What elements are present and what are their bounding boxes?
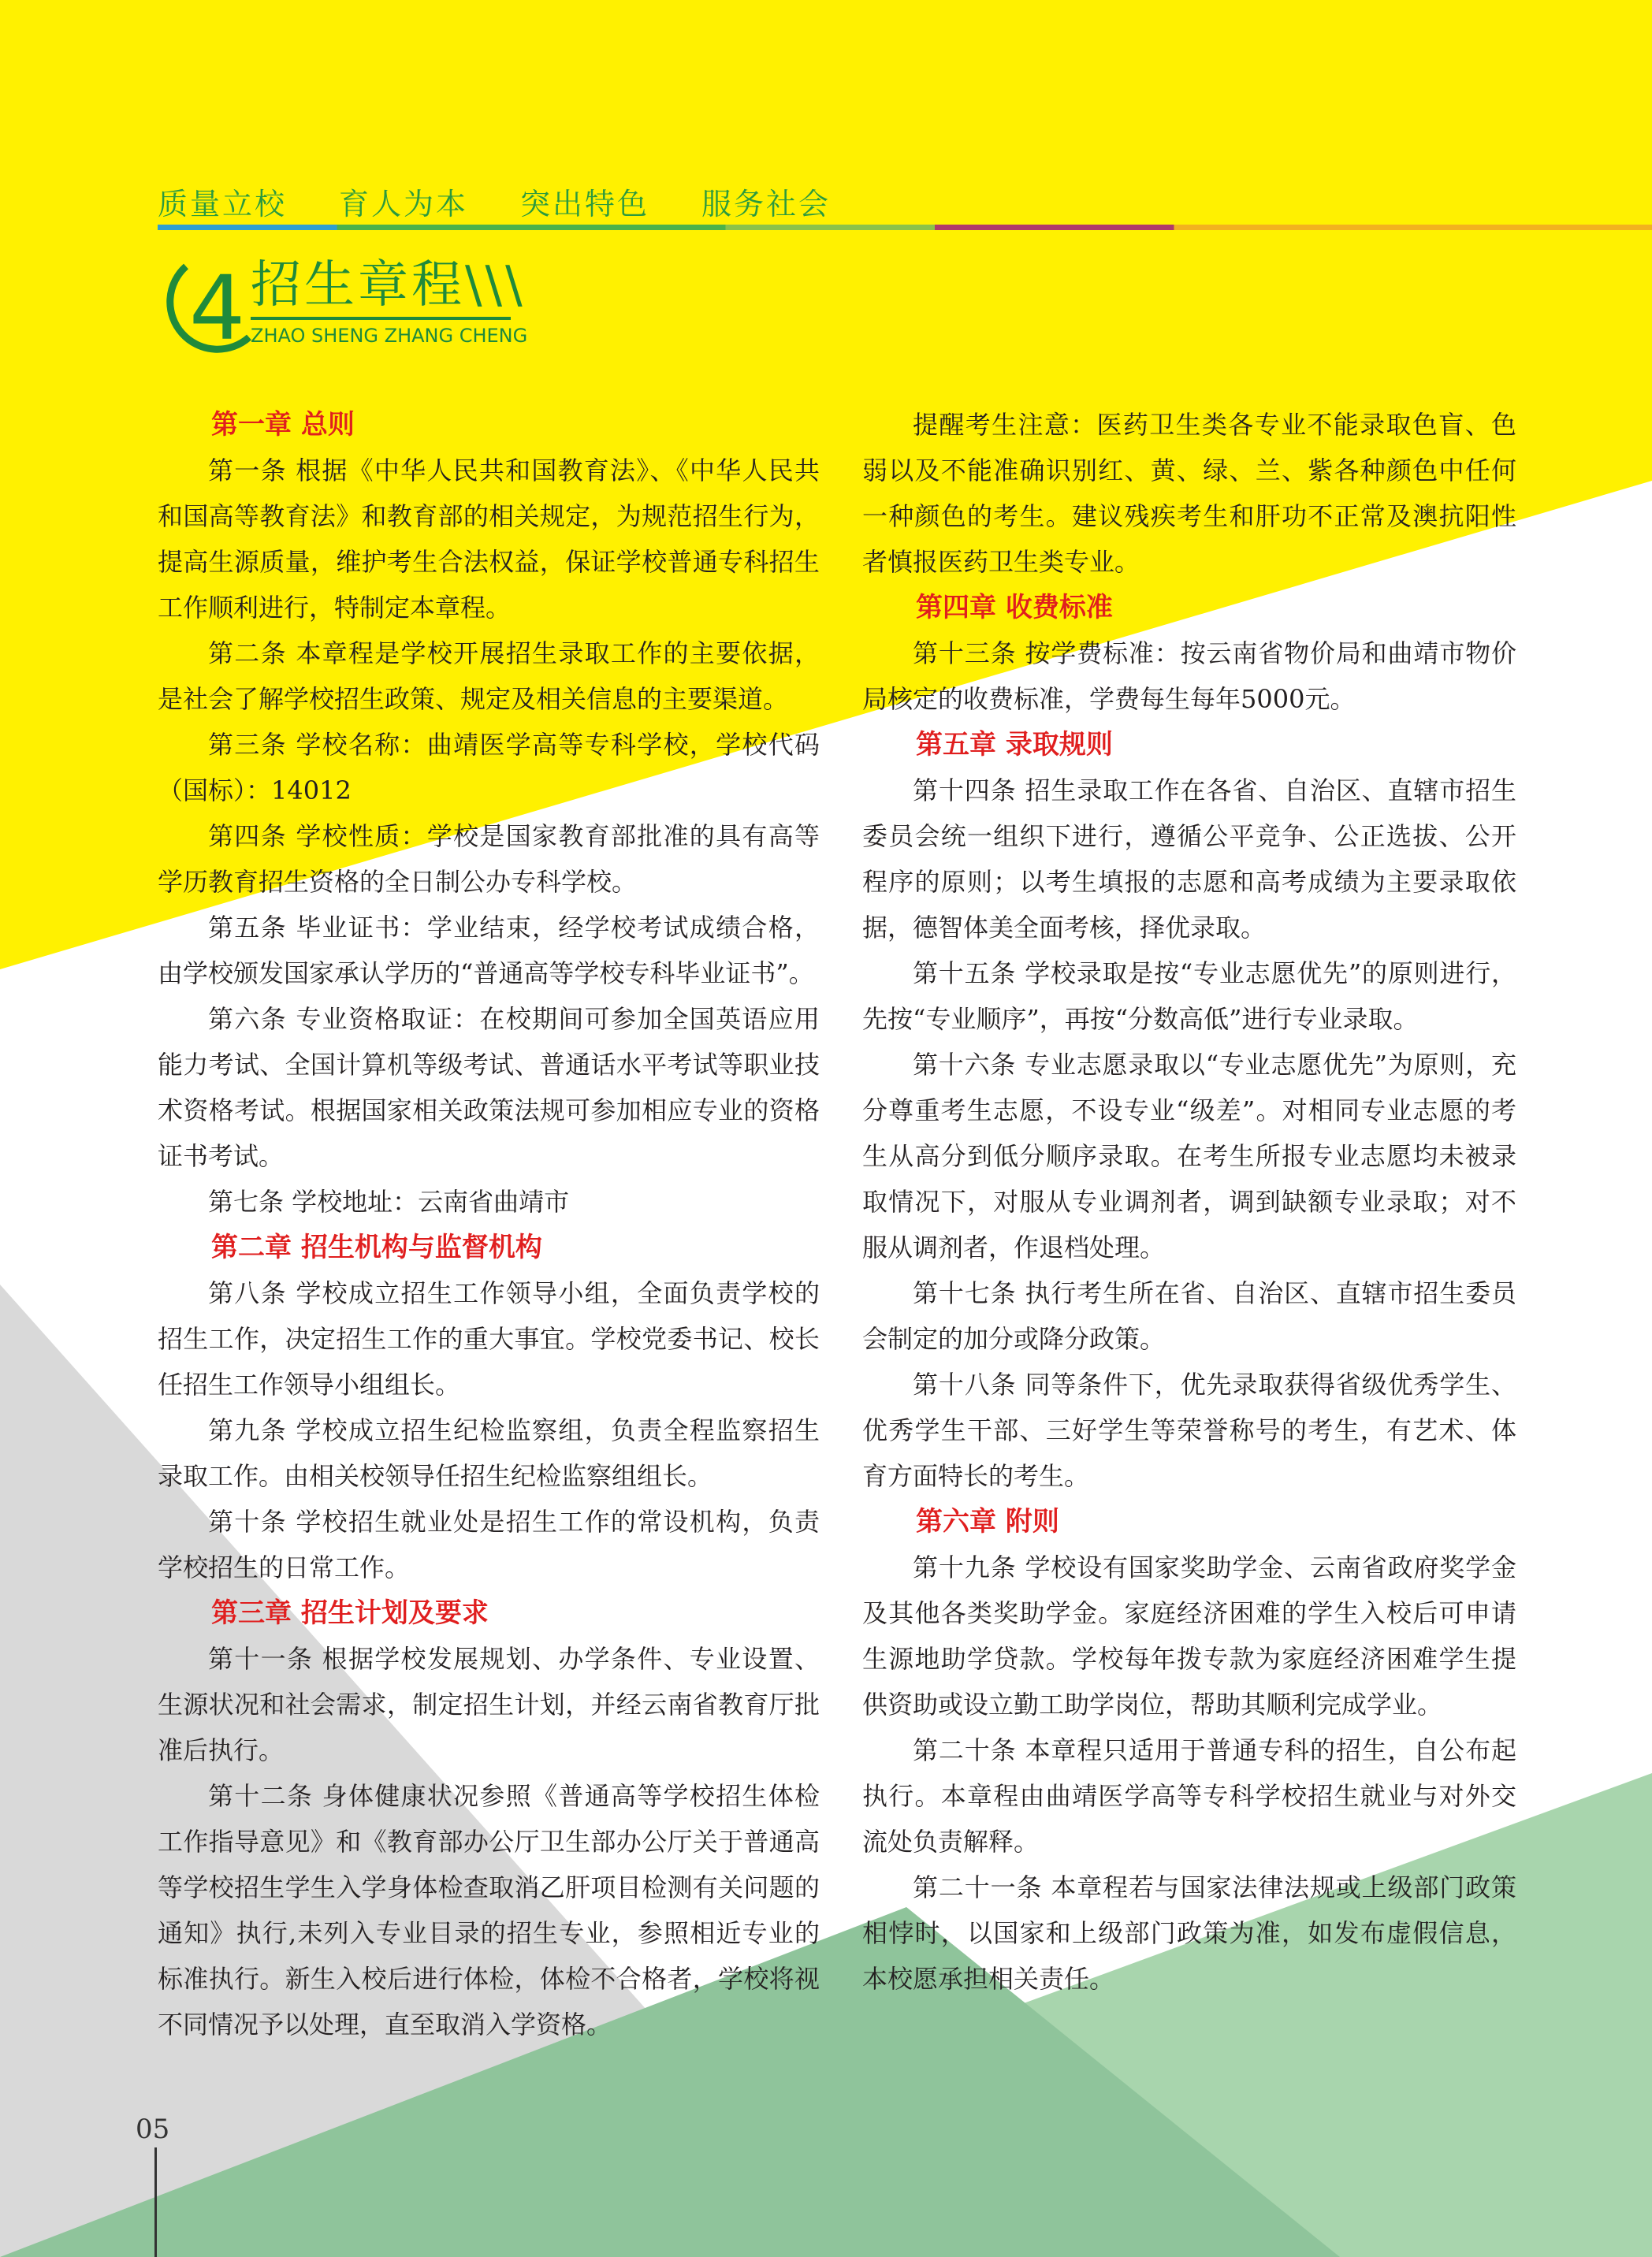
article-paragraph: 第二十一条 本章程若与国家法律法规或上级部门政策相悖时，以国家和上级部门政策为准，如发布虚假信息，本校愿承担相关责任。 xyxy=(862,1872,1516,1994)
article-paragraph: 第十五条 学校录取是按“专业志愿优先”的原则进行，先按“专业顺序”，再按“分数高低”进行专业录取。 xyxy=(862,958,1516,1034)
article-paragraph: 第四条 学校性质：学校是国家教育部批准的具有高等学历教育招生资格的全日制公办专科学校。 xyxy=(158,821,820,897)
article-paragraph: 第十二条 身体健康状况参照《普通高等学校招生体检工作指导意见》和《教育部办公厅卫生部办公厅关于普通高等学校招生学生入学身体检查取消乙肝项目检测有关问题的通知》执行,未列入专业目录的招生专业，参照相近专业的标准执行。新生入校后进行体检，体检不合格者，学校将视不同情况予以处理，直至取消入学资格。 xyxy=(158,1781,820,2039)
article-paragraph: 第十九条 学校设有国家奖助学金、云南省政府奖学金及其他各类奖助学金。家庭经济困难的学生入校后可申请生源地助学贷款。学校每年拨专款为家庭经济困难学生提供资助或设立勤工助学岗位，帮助其顺利完成学业。 xyxy=(862,1552,1516,1720)
article-paragraph: 第二条 本章程是学校开展招生录取工作的主要依据，是社会了解学校招生政策、规定及相关信息的主要渠道。 xyxy=(158,638,820,714)
motto-item: 突出特色 xyxy=(520,187,650,221)
motto-item: 服务社会 xyxy=(701,187,832,221)
right-column xyxy=(862,402,1516,2002)
article-paragraph: 第十一条 根据学校发展规划、办学条件、专业设置、生源状况和社会需求，制定招生计划，并经云南省教育厅批准后执行。 xyxy=(158,1644,820,1765)
title-underline xyxy=(251,317,511,320)
chapter-heading: 第三章 招生计划及要求 xyxy=(211,1597,489,1629)
notice-paragraph: 提醒考生注意：医药卫生类各专业不能录取色盲、色弱以及不能准确识别红、黄、绿、兰、紫各种颜色中任何一种颜色的考生。建议残疾考生和肝功不正常及澳抗阳性者慎报医药卫生类专业。 xyxy=(862,410,1516,577)
motto-item: 质量立校 xyxy=(158,187,288,221)
chapter-heading: 第五章 录取规则 xyxy=(916,729,1113,760)
article-paragraph: 第六条 专业资格取证：在校期间可参加全国英语应用能力考试、全国计算机等级考试、普通话水平考试等职业技术资格考试。根据国家相关政策法规可参加相应专业的资格证书考试。 xyxy=(158,1004,820,1171)
chapter-heading: 第六章 附则 xyxy=(916,1506,1059,1538)
article-paragraph: 第十八条 同等条件下，优先录取获得省级优秀学生、优秀学生干部、三好学生等荣誉称号的考生，有艺术、体育方面特长的考生。 xyxy=(862,1370,1516,1491)
section-subtitle: ZHAO SHENG ZHANG CHENG xyxy=(251,325,528,347)
section-number: 4 xyxy=(189,258,246,360)
chapter-heading: 第四章 收费标准 xyxy=(916,592,1113,623)
article-paragraph: 第七条 学校地址：云南省曲靖市 xyxy=(208,1187,570,1217)
article-paragraph: 第十六条 专业志愿录取以“专业志愿优先”为原则，充分尊重考生志愿，不设专业“级差”。对相同专业志愿的考生从高分到低分顺序录取。在考生所报专业志愿均未被录取情况下，对服从专业调剂者，调到缺额专业录取；对不服从调剂者，作退档处理。 xyxy=(862,1050,1516,1262)
article-paragraph: 第五条 毕业证书：学业结束，经学校考试成绩合格，由学校颁发国家承认学历的“普通高等学校专科毕业证书”。 xyxy=(158,913,820,988)
motto-color-bar xyxy=(158,225,1652,230)
article-paragraph: 第三条 学校名称：曲靖医学高等专科学校，学校代码（国标）：14012 xyxy=(158,730,820,805)
article-paragraph: 第九条 学校成立招生纪检监察组，负责全程监察招生录取工作。由相关校领导任招生纪检监察组组长。 xyxy=(158,1415,820,1491)
section-heading xyxy=(251,256,528,347)
page-number-rule xyxy=(154,2147,157,2257)
article-paragraph: 第二十条 本章程只适用于普通专科的招生，自公布起执行。本章程由曲靖医学高等专科学校招生就业与对外交流处负责解释。 xyxy=(862,1735,1516,1857)
left-column xyxy=(158,402,820,2047)
article-paragraph: 第十条 学校招生就业处是招生工作的常设机构，负责学校招生的日常工作。 xyxy=(158,1507,820,1582)
motto-item: 育人为本 xyxy=(339,187,469,221)
article-paragraph: 第八条 学校成立招生工作领导小组，全面负责学校的招生工作，决定招生工作的重大事宜。学校党委书记、校长任招生工作领导小组组长。 xyxy=(158,1278,820,1400)
chapter-heading: 第一章 总则 xyxy=(211,409,355,441)
article-paragraph: 第十三条 按学费标准：按云南省物价局和曲靖市物价局核定的收费标准，学费每生每年5000元。 xyxy=(862,638,1516,714)
article-paragraph: 第十四条 招生录取工作在各省、自治区、直辖市招生委员会统一组织下进行，遵循公平竞争、公正选拔、公开程序的原则；以考生填报的志愿和高考成绩为主要录取依据，德智体美全面考核，择优录取。 xyxy=(862,775,1516,943)
section-title: 招生章程\\\ xyxy=(251,256,526,314)
article-paragraph: 第十七条 执行考生所在省、自治区、直辖市招生委员会制定的加分或降分政策。 xyxy=(862,1278,1516,1354)
motto-line xyxy=(158,180,831,223)
article-paragraph: 第一条 根据《中华人民共和国教育法》、《中华人民共和国高等教育法》和教育部的相关规定，为规范招生行为，提高生源质量，维护考生合法权益，保证学校普通专科招生工作顺利进行，特制定本章程。 xyxy=(158,455,820,623)
chapter-heading: 第二章 招生机构与监督机构 xyxy=(211,1232,542,1263)
page-number: 05 xyxy=(136,2114,170,2145)
